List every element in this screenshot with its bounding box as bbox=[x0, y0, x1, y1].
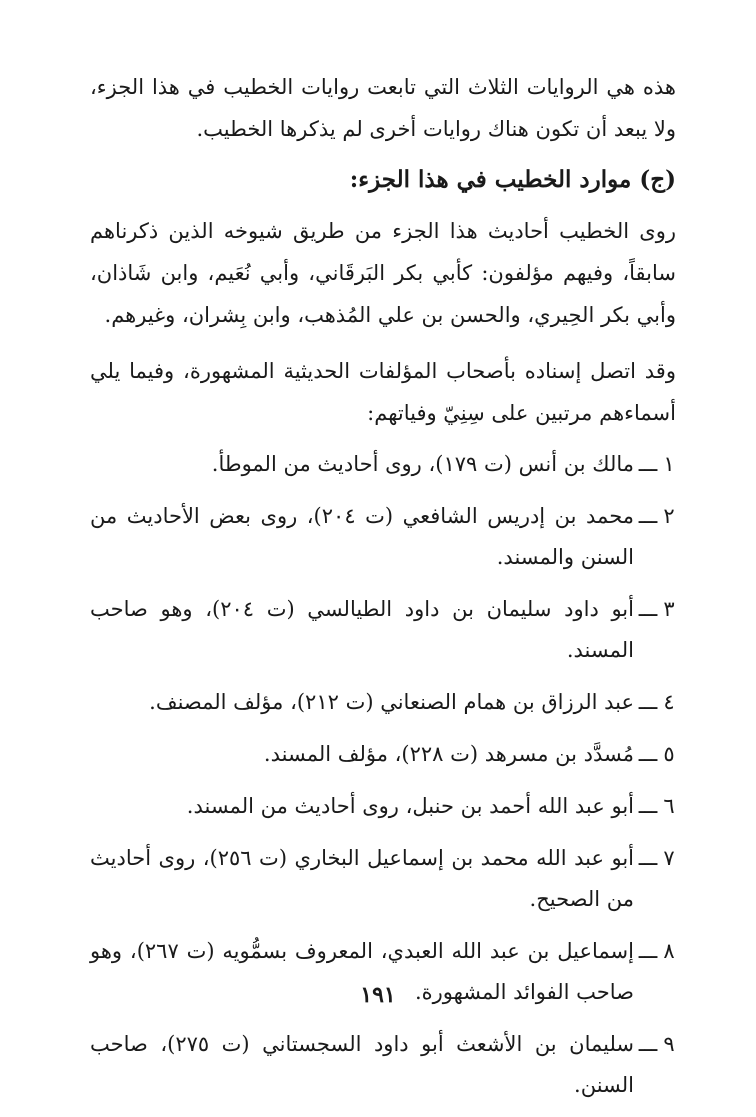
item-dash: ـــ bbox=[638, 939, 658, 963]
intro-paragraph: هذه هي الروايات الثلاث التي تابعت روايات الخطيب في هذا الجزء، ولا يبعد أن تكون هناك روايات أخرى لم يذكرها الخطيب. bbox=[90, 75, 676, 141]
item-dash: ـــ bbox=[638, 1032, 658, 1056]
item-text: سليمان بن الأشعث أبو داود السجستاني (ت ٢٧٥)، صاحب السنن. bbox=[90, 1032, 634, 1097]
item-dash: ـــ bbox=[638, 846, 658, 870]
list-item bbox=[90, 589, 676, 671]
item-text: مالك بن أنس (ت ١٧٩)، روى أحاديث من الموطأ. bbox=[211, 452, 634, 476]
connection-paragraph: وقد اتصل إسناده بأصحاب المؤلفات الحديثية المشهورة، وفيما يلي أسماءهم مرتبين على سِنِيّ وفياتهم: bbox=[90, 359, 676, 425]
item-number: ٦ bbox=[663, 794, 675, 818]
list-item bbox=[90, 444, 676, 485]
sources-paragraph: روى الخطيب أحاديث هذا الجزء من طريق شيوخه الذين ذكرناهم سابقاً، وفيهم مؤلفون: كأبي بكر البَرقَاني، وأبي نُعَيم، وابن شَاذان، وأبي بكر الحِيري، والحسن بن علي المُذهب، وابن بِشران، وغيرهم. bbox=[90, 219, 676, 327]
item-text: أبو داود سليمان بن داود الطيالسي (ت ٢٠٤)، وهو صاحب المسند. bbox=[90, 597, 634, 662]
item-text: مُسدَّد بن مسرهد (ت ٢٢٨)، مؤلف المسند. bbox=[263, 742, 634, 766]
item-number: ٩ bbox=[663, 1032, 675, 1056]
item-dash: ـــ bbox=[638, 597, 658, 621]
item-number: ٢ bbox=[663, 504, 675, 528]
item-text: عبد الرزاق بن همام الصنعاني (ت ٢١٢)، مؤلف المصنف. bbox=[149, 690, 634, 714]
item-number: ٤ bbox=[663, 690, 675, 714]
item-number: ١ bbox=[663, 452, 675, 476]
item-dash: ـــ bbox=[638, 794, 658, 818]
list-item bbox=[90, 496, 676, 578]
item-text: أبو عبد الله محمد بن إسماعيل البخاري (ت ٢٥٦)، روى أحاديث من الصحيح. bbox=[90, 846, 634, 911]
item-number: ٣ bbox=[663, 597, 675, 621]
item-dash: ـــ bbox=[638, 690, 658, 714]
item-number: ٨ bbox=[663, 939, 675, 963]
item-dash: ـــ bbox=[638, 504, 658, 528]
item-text: محمد بن إدريس الشافعي (ت ٢٠٤)، روى بعض الأحاديث من السنن والمسند. bbox=[90, 504, 635, 569]
item-text: أبو عبد الله أحمد بن حنبل، روى أحاديث من المسند. bbox=[186, 794, 634, 818]
item-text: إسماعيل بن عبد الله العبدي، المعروف بسمُّويه (ت ٢٦٧)، وهو صاحب الفوائد المشهورة. bbox=[90, 939, 634, 1004]
list-item bbox=[90, 786, 676, 827]
page-body bbox=[90, 66, 676, 1117]
list-item bbox=[90, 682, 676, 723]
list-item bbox=[90, 838, 676, 920]
list-item bbox=[90, 734, 676, 775]
page-number: ١٩١ bbox=[360, 982, 396, 1008]
item-dash: ـــ bbox=[638, 742, 658, 766]
item-dash: ـــ bbox=[638, 452, 658, 476]
item-number: ٥ bbox=[663, 742, 675, 766]
section-heading: (ج) موارد الخطيب في هذا الجزء: bbox=[349, 166, 676, 193]
item-number: ٧ bbox=[663, 846, 675, 870]
